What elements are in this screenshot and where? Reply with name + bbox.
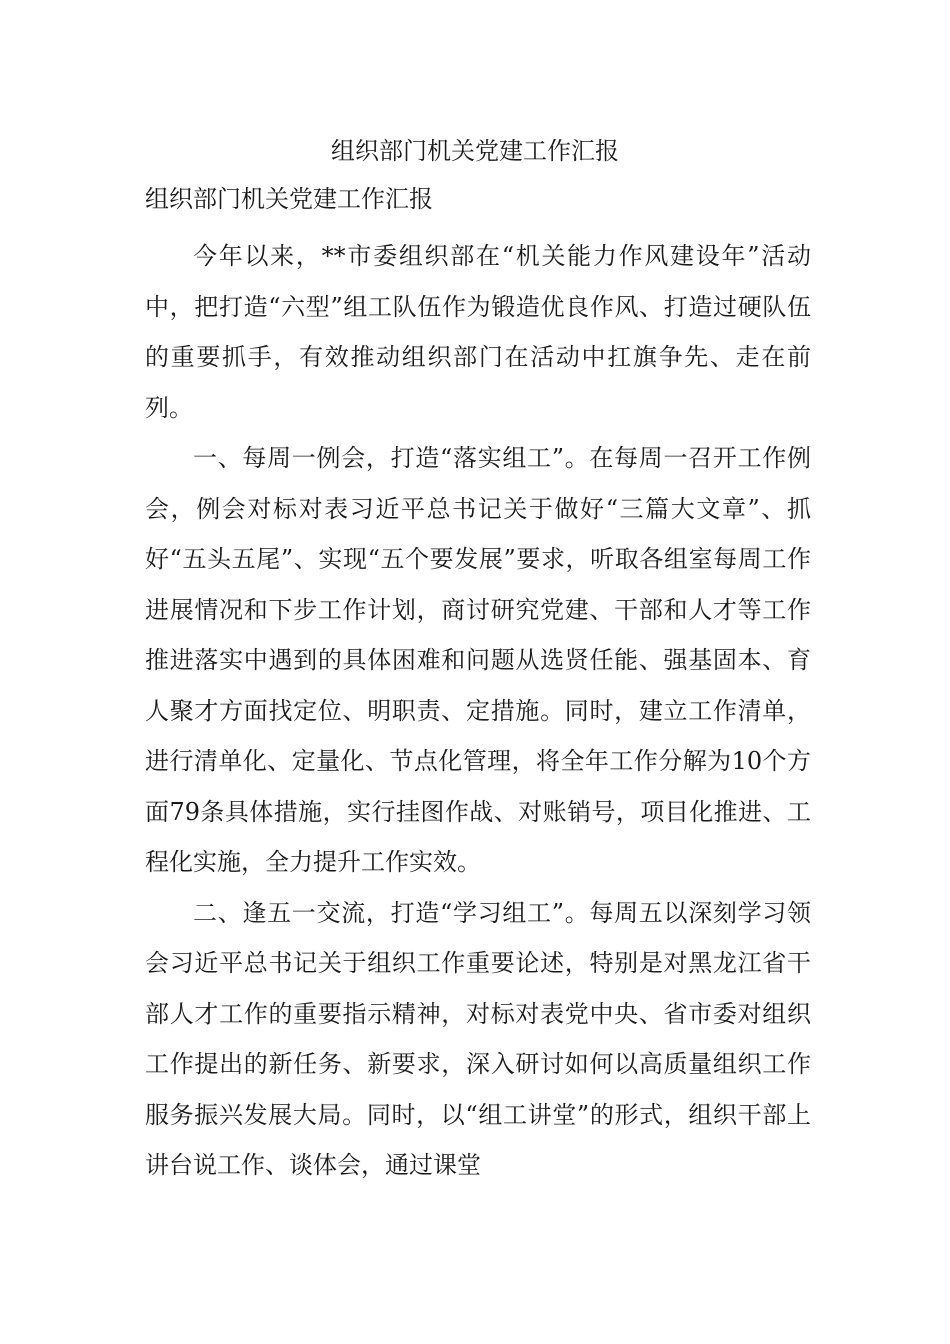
paragraph-section-1: 一、每周一例会，打造“落实组工”。在每周一召开工作例会，例会对标对表习近平总书记关于做好“三篇大文章”、抓好“五头五尾”、实现“五个要发展”要求，听取各组室每周工作进展情况和下步工作计划，商讨研究党建、干部和人才等工作推进落实中遇到的具体困难和问题从选贤任能、强基固本、育人聚才方面找定位、明职责、定措施。同时，建立工作清单，进行清单化、定量化、节点化管理，将全年工作分解为10个方面79条具体措施，实行挂图作战、对账销号，项目化推进、工程化实施，全力提升工作实效。 bbox=[145, 444, 811, 876]
document-subtitle: 组织部门机关党建工作汇报 bbox=[145, 185, 433, 213]
paragraph-section-2: 二、逢五一交流，打造“学习组工”。每周五以深刻学习领会习近平总书记关于组织工作重要论述，特别是对黑龙江省干部人才工作的重要指示精神，对标对表党中央、省市委对组织工作提出的新任务、新要求，深入研讨如何以高质量组织工作服务振兴发展大局。同时，以“组工讲堂”的形式，组织干部上讲台说工作、谈体会，通过课堂 bbox=[145, 898, 811, 1179]
document-title: 组织部门机关党建工作汇报 bbox=[331, 137, 619, 165]
document-body bbox=[145, 181, 811, 1191]
paragraph-intro: 今年以来，**市委组织部在“机关能力作风建设年”活动中，把打造“六型”组工队伍作为锻造优良作风、打造过硬队伍的重要抓手，有效推动组织部门在活动中扛旗争先、走在前列。 bbox=[145, 242, 811, 422]
